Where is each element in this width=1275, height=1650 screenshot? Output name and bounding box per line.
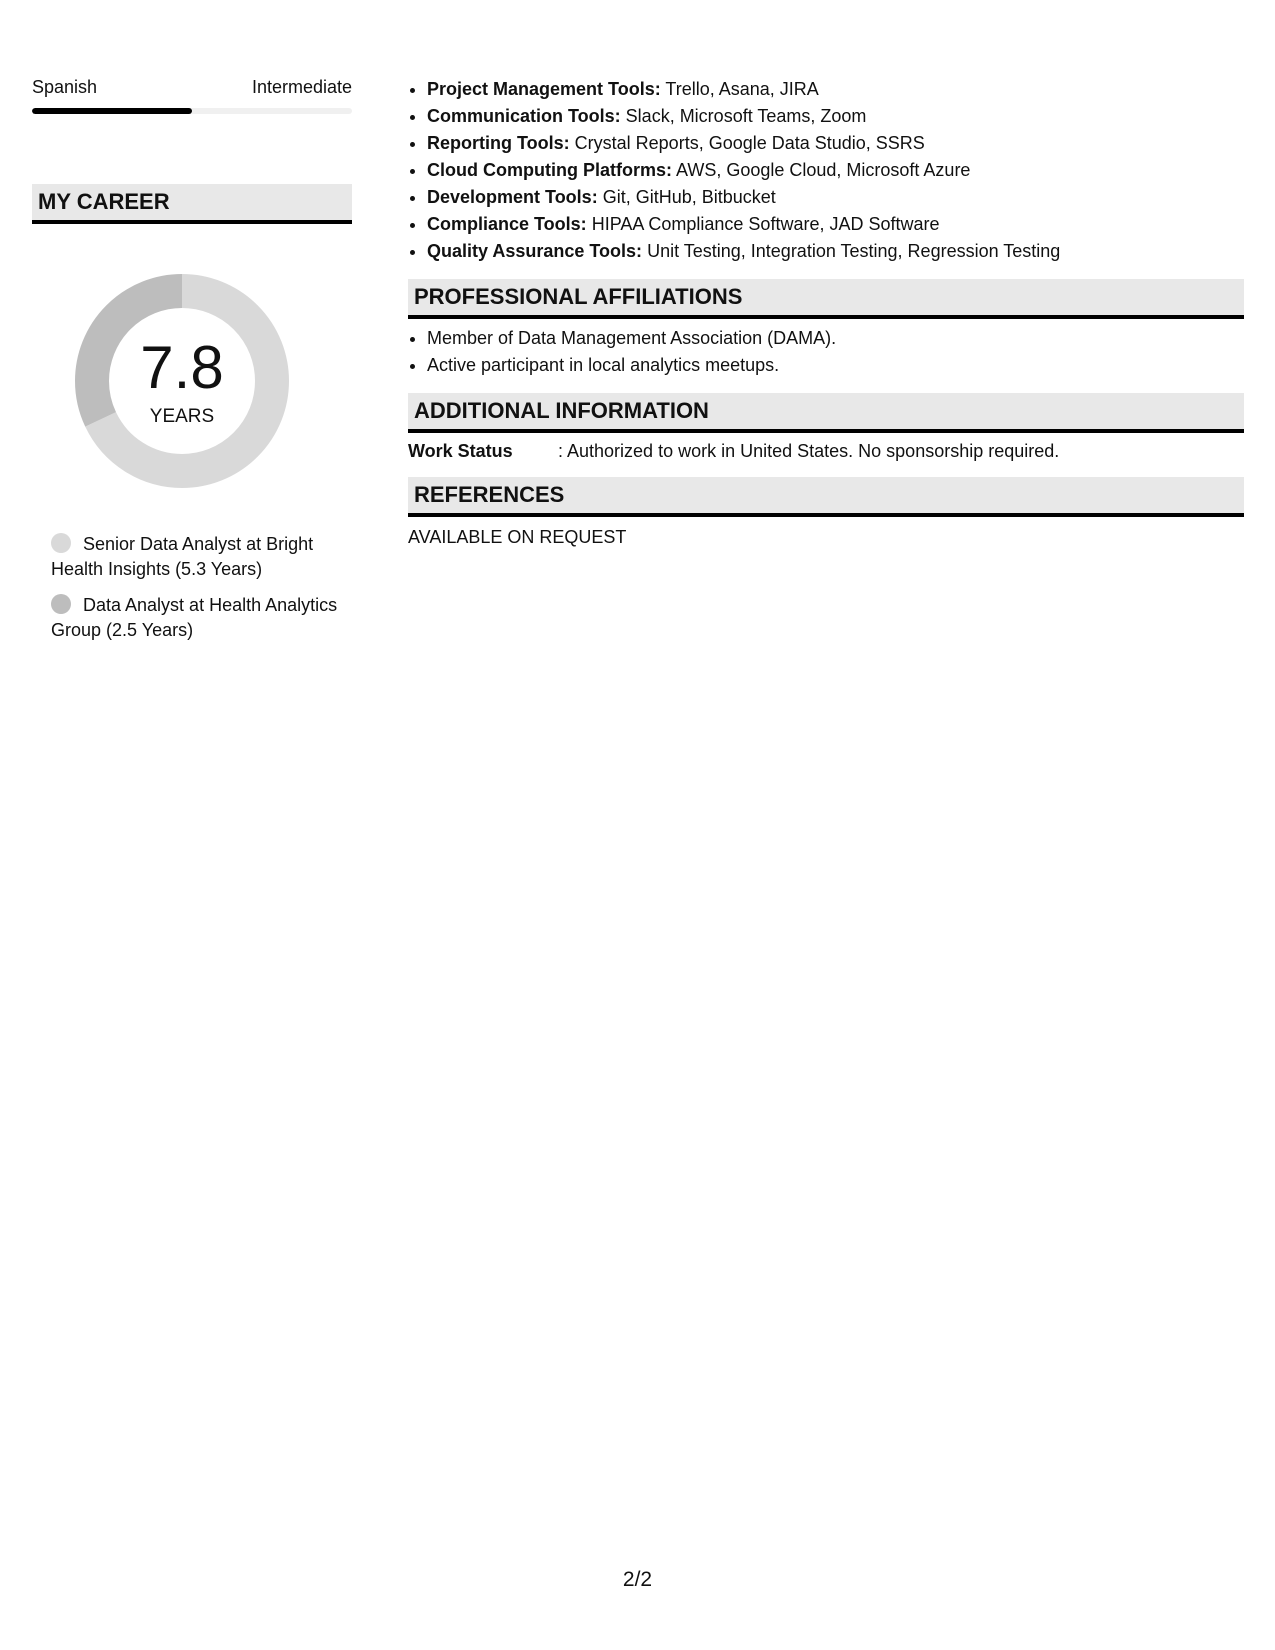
tool-values: HIPAA Compliance Software, JAD Software bbox=[586, 214, 940, 234]
affiliations-heading: PROFESSIONAL AFFILIATIONS bbox=[408, 279, 1244, 319]
tool-values: Git, GitHub, Bitbucket bbox=[597, 187, 776, 207]
tool-values: Unit Testing, Integration Testing, Regression Testing bbox=[642, 241, 1061, 261]
affiliation-item: • Member of Data Management Association (DAMA). bbox=[427, 325, 1244, 352]
tool-category: Quality Assurance Tools: bbox=[427, 241, 643, 261]
tool-category: Reporting Tools: bbox=[427, 133, 570, 153]
career-total-value: 7.8 bbox=[140, 334, 224, 401]
tool-category: Development Tools: bbox=[427, 187, 598, 207]
legend-dot-icon bbox=[51, 594, 71, 614]
tools-list-item bbox=[427, 157, 1244, 184]
work-status-label: Work Status bbox=[408, 441, 513, 461]
legend-dot-icon bbox=[51, 533, 71, 553]
work-status-row bbox=[408, 439, 1244, 463]
career-role-label: Data Analyst at Health Analytics Group (2.5 Years) bbox=[51, 595, 338, 640]
page-number: 2/2 bbox=[622, 1568, 653, 1591]
tool-category: Communication Tools: bbox=[427, 106, 621, 126]
career-total-unit: YEARS bbox=[149, 406, 215, 427]
affiliation-item: • Active participant in local analytics meetups. bbox=[427, 352, 1244, 379]
career-donut-chart bbox=[67, 266, 297, 496]
tools-list-item bbox=[427, 184, 1244, 211]
career-legend-item bbox=[51, 532, 352, 582]
tool-category: Project Management Tools: bbox=[427, 79, 661, 99]
references-heading: REFERENCES bbox=[408, 477, 1244, 517]
language-item bbox=[32, 76, 352, 114]
career-legend-item bbox=[51, 593, 352, 643]
tool-category: Cloud Computing Platforms: bbox=[427, 160, 672, 180]
right-column bbox=[408, 76, 1244, 548]
tools-list-item bbox=[427, 130, 1244, 157]
tool-values: Slack, Microsoft Teams, Zoom bbox=[620, 106, 867, 126]
tool-category: Compliance Tools: bbox=[427, 214, 587, 234]
language-proficiency-fill bbox=[32, 108, 192, 114]
career-heading: MY CAREER bbox=[32, 184, 352, 224]
language-level: Intermediate bbox=[251, 77, 352, 97]
work-status-value: : Authorized to work in United States. No sponsorship required. bbox=[558, 441, 1060, 461]
language-name: Spanish bbox=[32, 77, 98, 97]
tools-list-item bbox=[427, 103, 1244, 130]
affiliations-list bbox=[408, 325, 1244, 379]
tools-list-item bbox=[427, 76, 1244, 103]
tools-list bbox=[408, 76, 1244, 265]
tool-values: Crystal Reports, Google Data Studio, SSRS bbox=[569, 133, 925, 153]
tool-values: AWS, Google Cloud, Microsoft Azure bbox=[671, 160, 971, 180]
tool-values: Trello, Asana, JIRA bbox=[660, 79, 819, 99]
tools-list-item bbox=[427, 211, 1244, 238]
language-proficiency-bar bbox=[32, 108, 352, 114]
left-column bbox=[32, 76, 352, 654]
additional-info-heading: ADDITIONAL INFORMATION bbox=[408, 393, 1244, 433]
career-role-label: Senior Data Analyst at Bright Health Insights (5.3 Years) bbox=[51, 534, 314, 579]
career-legend bbox=[32, 532, 352, 643]
tools-list-item bbox=[427, 238, 1244, 265]
references-text: AVAILABLE ON REQUEST bbox=[408, 527, 627, 547]
